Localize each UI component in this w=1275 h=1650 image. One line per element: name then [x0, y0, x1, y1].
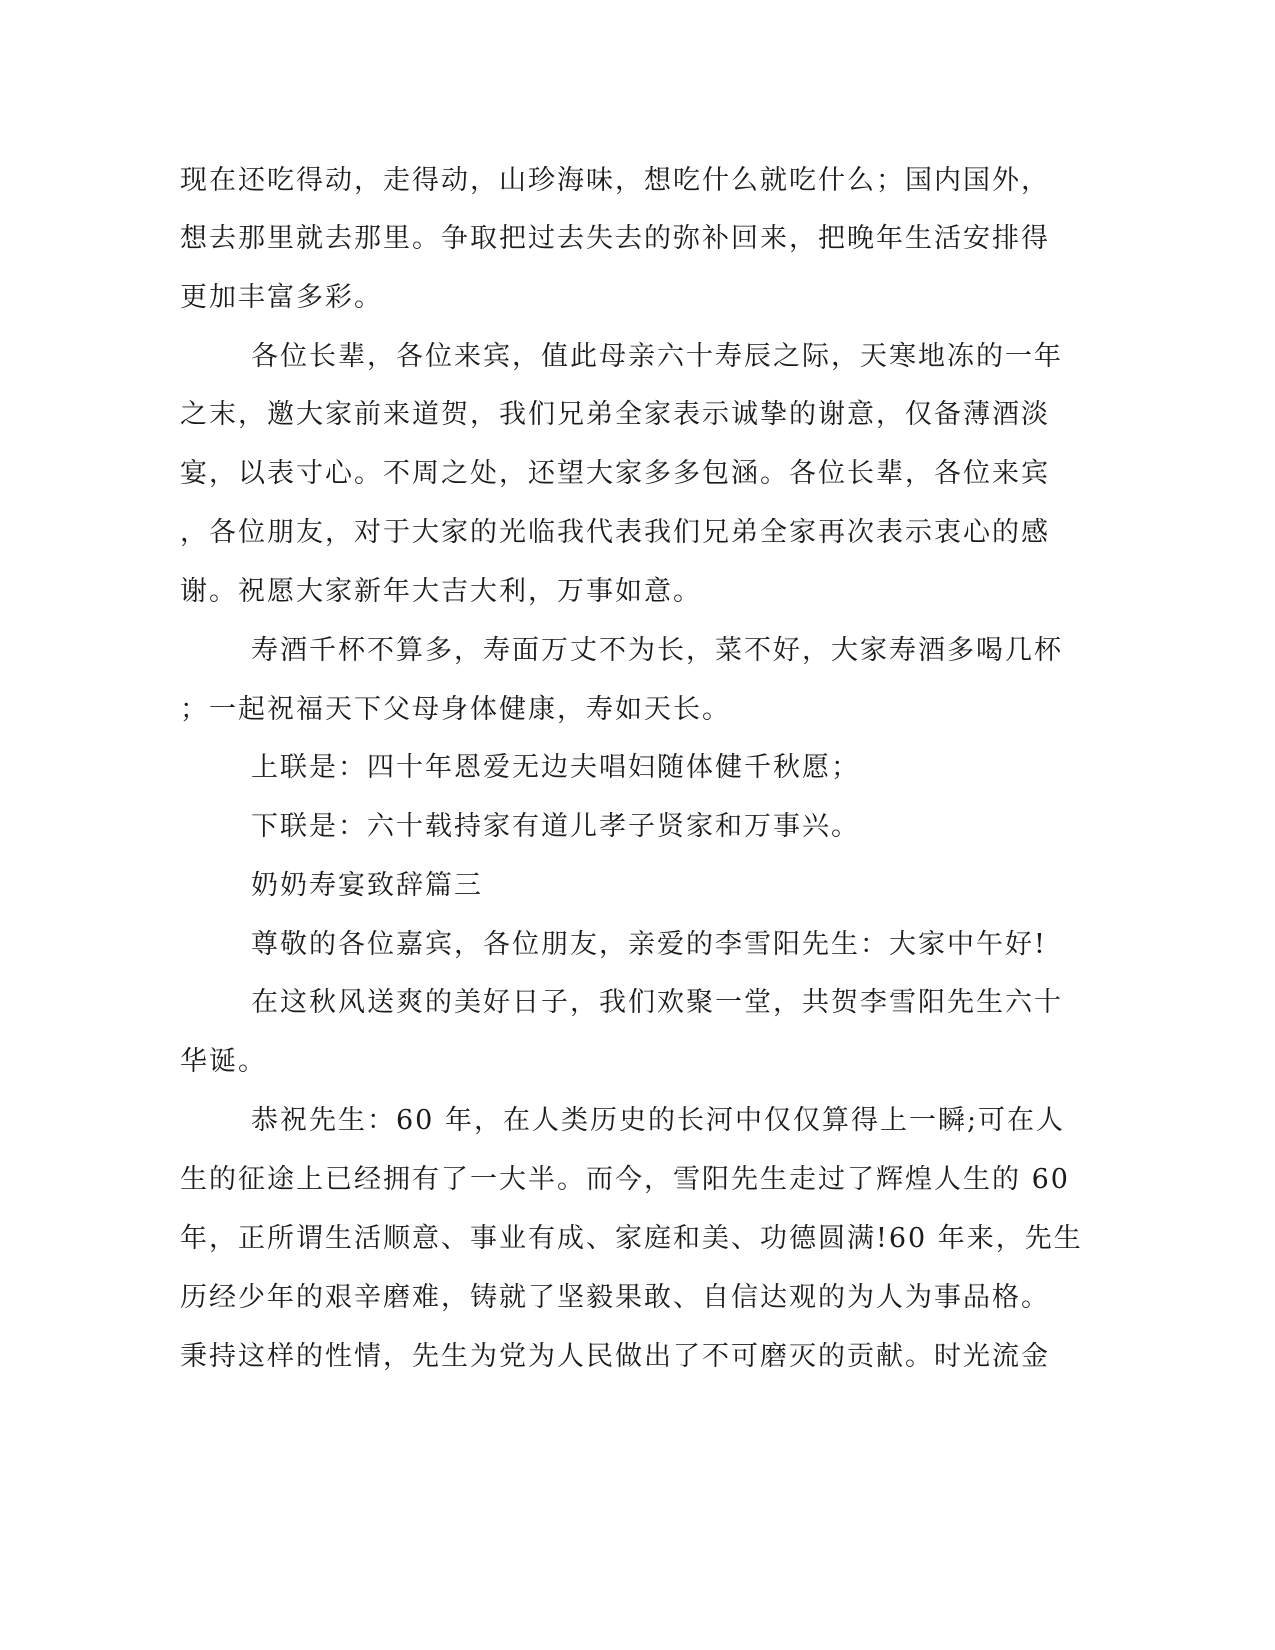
text-line: 现在还吃得动，走得动，山珍海味，想吃什么就吃什么；国内国外， — [180, 165, 1050, 196]
text-line: 年，正所谓生活顺意、事业有成、家庭和美、功德圆满!60 年来，先生 — [180, 1223, 1083, 1254]
text-line: 寿酒千杯不算多，寿面万丈不为长，菜不好，大家寿酒多喝几杯 — [251, 635, 1063, 666]
text-line: 各位长辈，各位来宾，值此母亲六十寿辰之际，天寒地冻的一年 — [251, 341, 1063, 372]
text-line: 上联是：四十年恩爱无边夫唱妇随体健千秋愿； — [251, 752, 860, 783]
text-line: 下联是：六十载持家有道儿孝子贤家和万事兴。 — [251, 811, 860, 842]
text-line: 秉持这样的性情，先生为党为人民做出了不可磨灭的贡献。时光流金 — [180, 1341, 1050, 1372]
text-line: 更加丰富多彩。 — [180, 282, 383, 313]
text-line: 宴，以表寸心。不周之处，还望大家多多包涵。各位长辈，各位来宾 — [180, 458, 1050, 489]
text-line: ，各位朋友，对于大家的光临我代表我们兄弟全家再次表示衷心的感 — [180, 517, 1050, 548]
text-line: 之末，邀大家前来道贺，我们兄弟全家表示诚挚的谢意，仅备薄酒淡 — [180, 399, 1050, 430]
text-line: ；一起祝福天下父母身体健康，寿如天长。 — [180, 694, 731, 725]
text-line: 谢。祝愿大家新年大吉大利，万事如意。 — [180, 576, 702, 607]
text-line: 在这秋风送爽的美好日子，我们欢聚一堂，共贺李雪阳先生六十 — [251, 987, 1063, 1018]
text-line: 历经少年的艰辛磨难，铸就了坚毅果敢、自信达观的为人为事品格。 — [180, 1282, 1050, 1313]
text-line: 尊敬的各位嘉宾，各位朋友，亲爱的李雪阳先生：大家中午好! — [251, 929, 1047, 960]
text-line: 恭祝先生：60 年，在人类历史的长河中仅仅算得上一瞬;可在人 — [251, 1105, 1066, 1136]
text-line: 想去那里就去那里。争取把过去失去的弥补回来，把晚年生活安排得 — [180, 223, 1050, 254]
section-heading: 奶奶寿宴致辞篇三 — [251, 870, 483, 901]
text-line: 生的征途上已经拥有了一大半。而今，雪阳先生走过了辉煌人生的 60 — [180, 1164, 1070, 1195]
text-line: 华诞。 — [180, 1046, 267, 1077]
